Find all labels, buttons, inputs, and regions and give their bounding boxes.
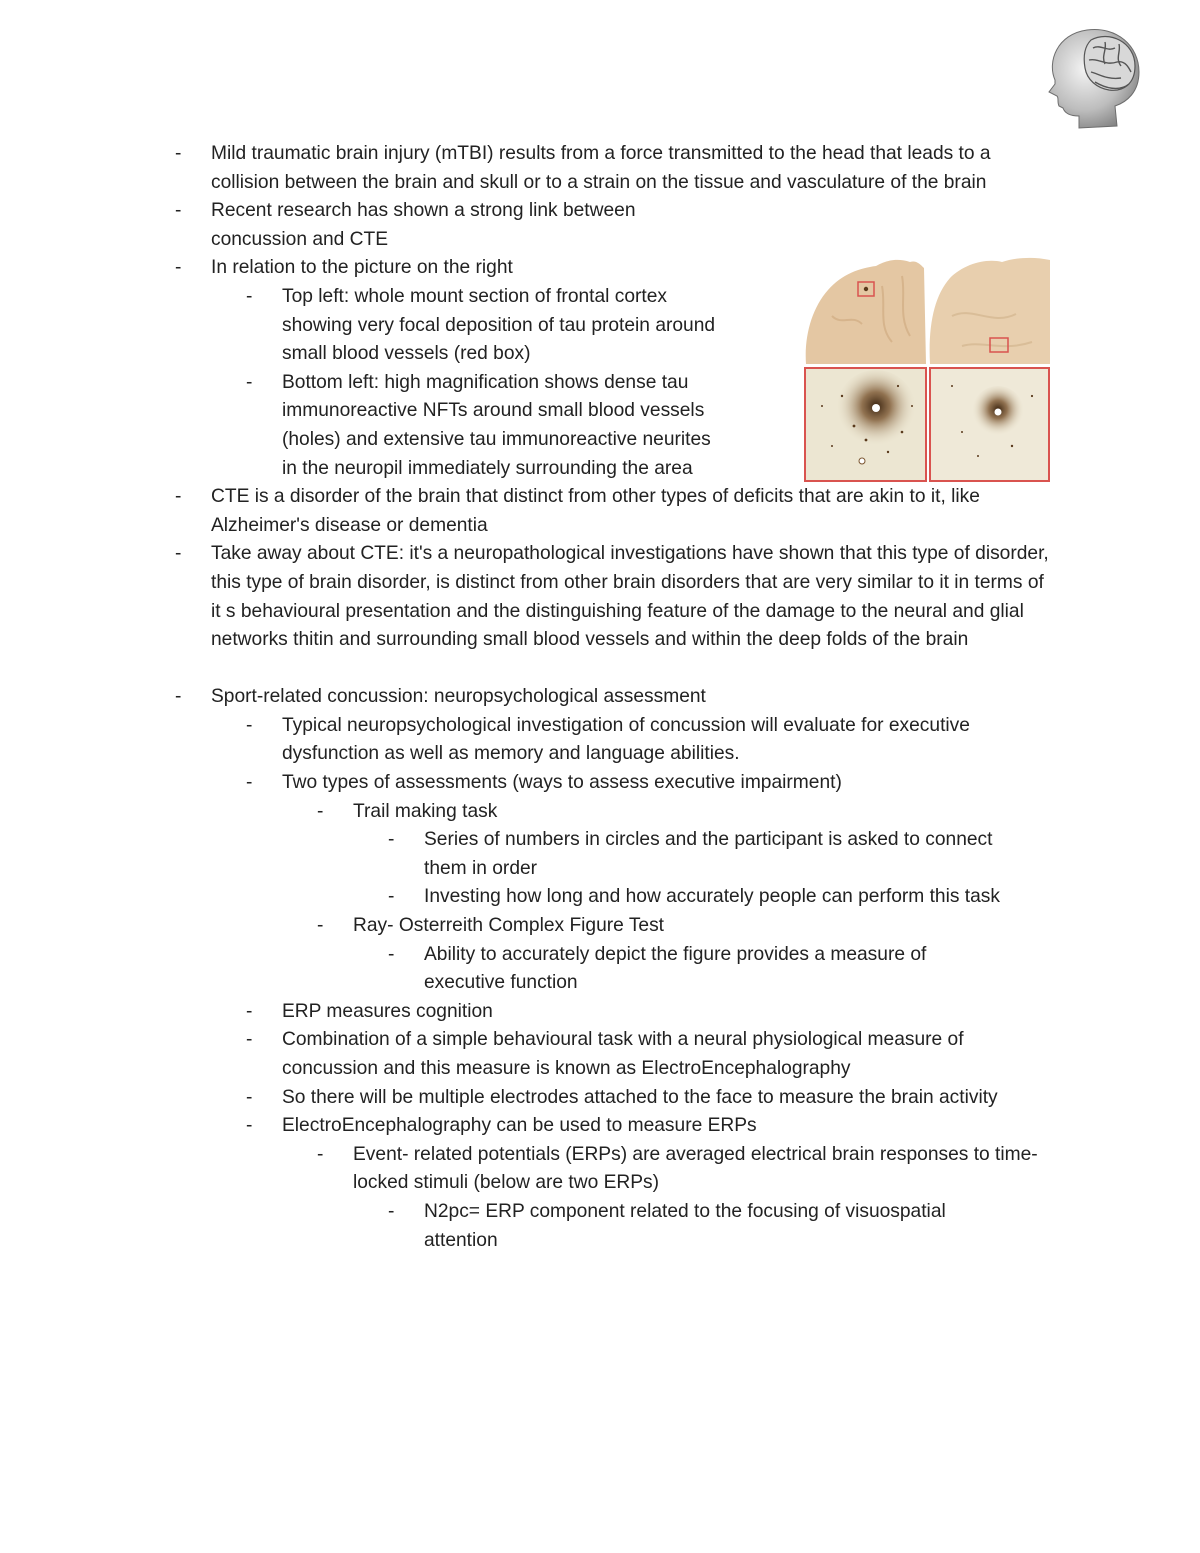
note-text: CTE is a disorder of the brain that distinct from other types of deficits that are akin to it, like Alzheimer's disease or dementia — [211, 486, 980, 536]
bullet-dash: - — [175, 257, 182, 279]
note-text: Combination of a simple behavioural task with a neural physiological measure of concussion and this measure is known as ElectroEncephalography — [282, 1029, 964, 1079]
note-text: Trail making task — [353, 800, 498, 822]
list-item — [0, 769, 1200, 798]
bullet-dash: - — [175, 143, 182, 164]
bullet-dash: - — [388, 1200, 395, 1222]
note-text: Typical neuropsychological investigation of concussion will evaluate for executive dysfunction as well as memory and language abilities. — [282, 714, 970, 765]
head-brain-icon — [1035, 22, 1147, 130]
bullet-dash: - — [246, 1000, 253, 1022]
bullet-dash: - — [388, 829, 395, 851]
note-text: Take away about CTE: it's a neuropathological investigations have shown that this type of disorder, this type of brain disorder, is distinct from other brain disorders that are very similar to it in terms of it s behavioural presentation and the distinguishing feature of the damage to the neural and glial networks thitin and surrounding small blood vessels and within the deep folds of the brain — [211, 543, 1049, 651]
list-item — [0, 826, 1200, 883]
note-text: So there will be multiple electrodes attached to the face to measure the brain activity — [282, 1086, 998, 1108]
bullet-dash: - — [246, 1086, 253, 1108]
list-item — [0, 798, 1200, 827]
list-item — [0, 1084, 1200, 1113]
bullet-dash: - — [246, 285, 253, 307]
list-item — [0, 254, 1200, 283]
note-text: Ability to accurately depict the figure provides a measure of executive function — [424, 943, 927, 994]
bullet-dash: - — [388, 886, 395, 908]
list-item — [0, 369, 1200, 483]
list-item — [0, 140, 1200, 197]
bullet-dash: - — [317, 915, 324, 937]
note-text-line: Recent research has shown a strong link between — [211, 200, 636, 222]
list-item — [0, 941, 1200, 998]
note-text-line: showing very focal deposition of tau protein around — [282, 314, 716, 336]
bullet-dash: - — [246, 1029, 253, 1051]
note-text-line: in the neuropil immediately surrounding the area — [282, 457, 693, 479]
list-item — [0, 540, 1200, 654]
note-text: Ray- Osterreith Complex Figure Test — [353, 915, 665, 937]
bullet-dash: - — [175, 200, 182, 222]
list-item — [0, 483, 1200, 540]
bullet-dash: - — [175, 543, 182, 565]
list-item — [0, 883, 1200, 912]
bullet-dash: - — [246, 1115, 253, 1137]
note-text-line: Top left: whole mount section of frontal cortex — [282, 285, 668, 307]
bullet-dash: - — [175, 686, 182, 708]
list-item — [0, 1026, 1200, 1083]
note-text: Event- related potentials (ERPs) are averaged electrical brain responses to time- locked stimuli (below are two ERPs) — [353, 1143, 1038, 1194]
bullet-dash: - — [317, 800, 324, 822]
list-item — [0, 1141, 1200, 1198]
note-text: ERP measures cognition — [282, 1000, 493, 1022]
bullet-dash: - — [317, 1143, 324, 1165]
bullet-dash: - — [175, 486, 182, 508]
list-item — [0, 998, 1200, 1027]
note-text-line: Bottom left: high magnification shows dense tau — [282, 371, 689, 393]
note-text-line: immunoreactive NFTs around small blood vessels — [282, 400, 705, 422]
list-item — [0, 712, 1200, 769]
note-text: In relation to the picture on the right — [211, 257, 513, 279]
note-text: N2pc= ERP component related to the focusing of visuospatial attention — [424, 1200, 946, 1251]
list-item — [0, 912, 1200, 941]
list-item — [0, 283, 1200, 369]
bullet-dash: - — [246, 772, 253, 794]
note-text-line: concussion and CTE — [211, 228, 389, 250]
notes-list — [0, 140, 1200, 1255]
note-text: ElectroEncephalography can be used to measure ERPs — [282, 1115, 757, 1137]
bullet-dash: - — [246, 714, 253, 736]
list-item — [0, 1198, 1200, 1255]
bullet-dash: - — [388, 943, 395, 965]
note-text: Investing how long and how accurately people can perform this task — [424, 886, 1000, 908]
list-item — [0, 1112, 1200, 1141]
list-item — [0, 197, 1200, 254]
section-heading: Sport-related concussion: neuropsychological assessment — [211, 686, 706, 708]
note-text-line: (holes) and extensive tau immunoreactive neurites — [282, 428, 711, 450]
note-text: Mild traumatic brain injury (mTBI) results from a force transmitted to the head that leads to a collision between the brain and skull or to a strain on the tissue and vasculature of the brain — [211, 143, 991, 193]
note-text: Two types of assessments (ways to assess executive impairment) — [282, 772, 842, 794]
note-text-line: small blood vessels (red box) — [282, 343, 531, 365]
bullet-dash: - — [246, 371, 253, 393]
list-item — [0, 683, 1200, 712]
note-text: Series of numbers in circles and the participant is asked to connect them in order — [424, 829, 993, 879]
